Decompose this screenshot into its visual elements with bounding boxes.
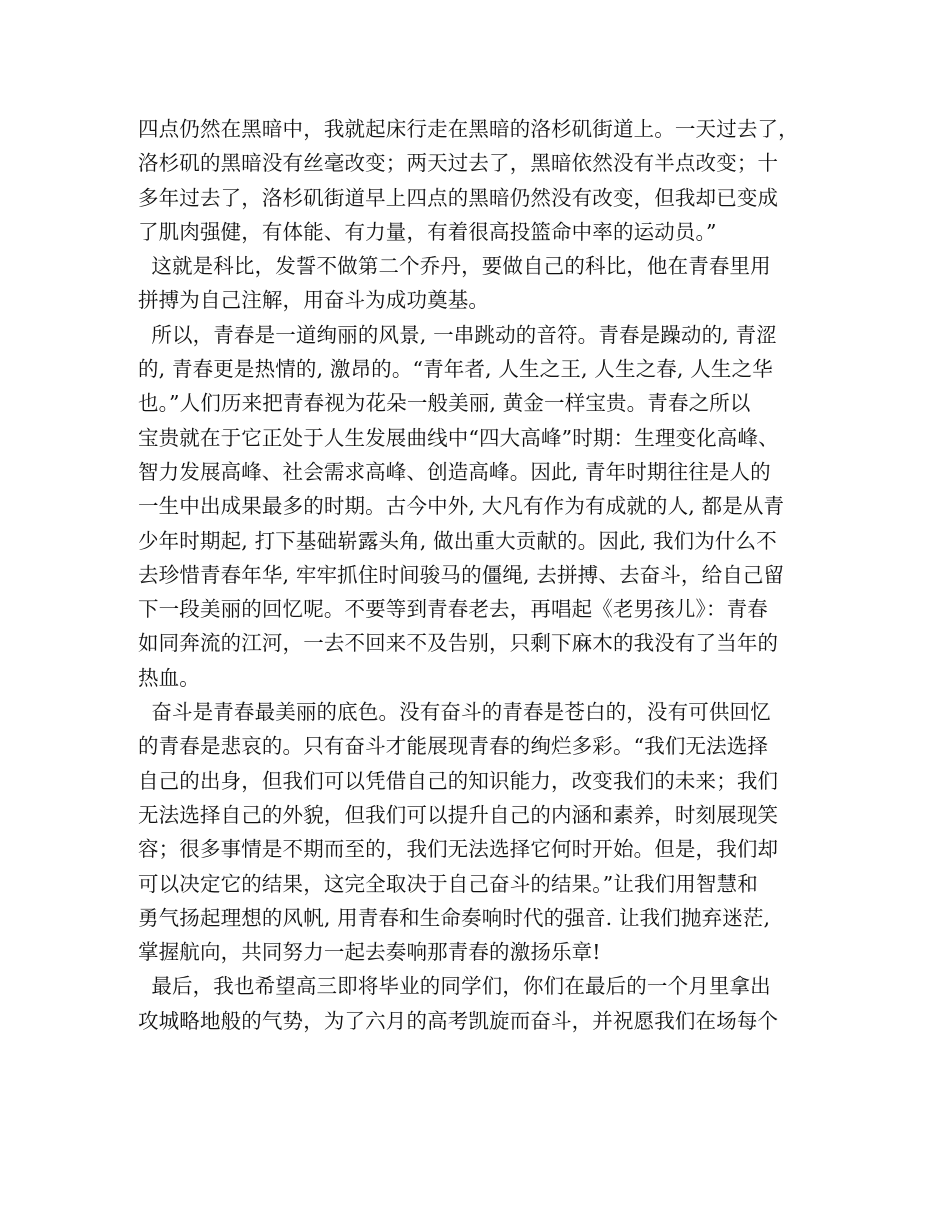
text-line: 这就是科比，发誓不做第二个乔丹，要做自己的科比，他在青春里用 (138, 254, 771, 279)
text-line: 攻城略地般的气势，为了六月的高考凯旋而奋斗，并祝愿我们在场每个 (138, 1008, 779, 1033)
text-line: 勇气扬起理想的风帆, 用青春和生命奏响时代的强音. 让我们抛弃迷茫, (138, 905, 771, 930)
text-line: 四点仍然在黑暗中，我就起床行走在黑暗的洛杉矶街道上。一天过去了， (138, 117, 799, 141)
text-line: 拼搏为自己注解，用奋斗为成功奠基。 (138, 288, 490, 313)
text-line: 的青春是悲哀的。只有奋斗才能展现青春的绚烂多彩。“我们无法选择 (138, 734, 769, 759)
body-text (138, 112, 818, 1038)
text-line: 最后，我也希望高三即将毕业的同学们，你们在最后的一个月里拿出 (138, 974, 771, 999)
text-line: 所以，青春是一道绚丽的风景, 一串跳动的音符。青春是躁动的, 青涩 (138, 322, 777, 347)
text-line: 洛杉矶的黑暗没有丝毫改变；两天过去了，黑暗依然没有半点改变；十 (138, 151, 779, 176)
text-line: 了肌肉强健，有体能、有力量，有着很高投篮命中率的运动员。” (138, 219, 717, 244)
text-line: 可以决定它的结果，这完全取决于自己奋斗的结果。”让我们用智慧和 (138, 871, 758, 896)
text-line: 宝贵就在于它正处于人生发展曲线中“四大高峰”时期：生理变化高峰、 (138, 425, 779, 450)
text-line: 少年时期起, 打下基础崭露头角, 做出重大贡献的。因此, 我们为什么不 (138, 528, 777, 553)
text-line: 的, 青春更是热情的, 激昂的。“青年者, 人生之王, 人生之春, 人生之华 (138, 357, 773, 382)
text-line: 奋斗是青春最美丽的底色。没有奋斗的青春是苍白的，没有可供回忆 (138, 700, 771, 725)
text-line: 一生中出成果最多的时期。古今中外, 大凡有作为有成就的人, 都是从青 (138, 494, 785, 519)
text-line: 下一段美丽的回忆呢。不要等到青春老去，再唱起《老男孩儿》：青春 (138, 597, 768, 622)
text-line: 多年过去了，洛杉矶街道早上四点的黑暗仍然没有改变，但我却已变成 (138, 185, 779, 210)
text-line: 自己的出身，但我们可以凭借自己的知识能力，改变我们的未来；我们 (138, 768, 779, 793)
text-line: 热血。 (138, 665, 200, 690)
text-line: 掌握航向，共同努力一起去奏响那青春的激扬乐章! (138, 940, 601, 965)
text-line: 容；很多事情是不期而至的，我们无法选择它何时开始。但是，我们却 (138, 837, 779, 862)
text-line: 也。”人们历来把青春视为花朵一般美丽, 黄金一样宝贵。青春之所以 (138, 391, 751, 416)
text-line: 如同奔流的江河，一去不回来不及告别，只剩下麻木的我没有了当年的 (138, 631, 779, 656)
text-line: 去珍惜青春年华, 牢牢抓住时间骏马的僵绳, 去拼搏、去奋斗，给自己留 (138, 562, 785, 587)
text-line: 无法选择自己的外貌，但我们可以提升自己的内涵和素养，时刻展现笑 (138, 802, 779, 827)
text-line: 智力发展高峰、社会需求高峰、创造高峰。因此, 青年时期往往是人的 (138, 459, 771, 484)
